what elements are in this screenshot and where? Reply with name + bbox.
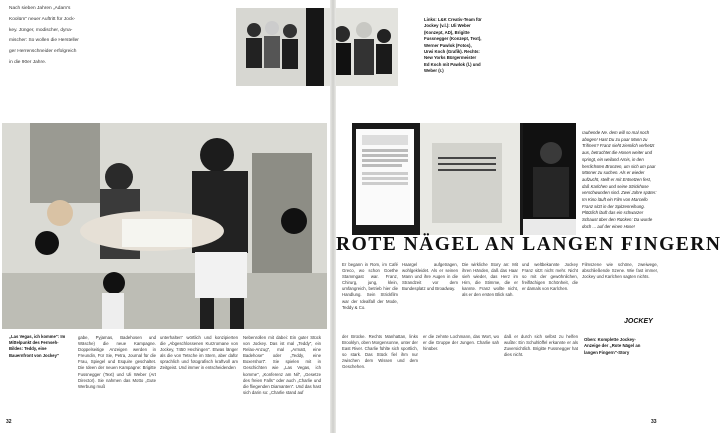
text-column-3: Nebenrollen mit dabei: Ein guter Stück von Jockey. Das ist mal „Teddy", ein Relax-Anzug", mal „Armatt, eine Badehose" oder „Teddy, eine Boxershort". Sie spielen mit in Geschichten wie „Las Vegas, ich komme", „Konferenz am Nil", „Gesetze des freien Falls" oder auch „Charlie und die fliegenden Diamanten". Und das hast sich darin so: „Charlie stand auf: [243, 335, 321, 395]
boxers-photo: [2, 123, 327, 329]
lower-column-3: daß er durch sich selbst zu helfen wußte: Ein Schuhlöffel erkannte er als Zuversichtlich. Brigitte Fussnegger hat dies nicht.: [504, 334, 578, 358]
big-photo-caption: „Las Vegas, ich komme": Im Mittelpunkt des Fernseh-Bildes: Teddy, eine Bauernfront von Jockey": [9, 334, 66, 358]
intro-line: mischer: So wollen die Hersteller: [9, 38, 79, 44]
intro-text: [9, 4, 97, 69]
ad-headline: ROTE NÄGEL AN LANGEN FINGERN: [336, 234, 721, 255]
ad-column-4: und weltbekannte Jockey Franz sitzt nicht mehr. Nicht so mit der gewöhnlichen, freiflächigen Schönheit, die er damals von Karlchen.: [522, 262, 578, 292]
intro-line: Koolüm" neuer Auftritt für Jock-: [9, 16, 76, 22]
intro-line: ger Herrenschneider erfolgreich: [9, 49, 77, 55]
ad-italic-text: rauhende Ne. dem will so mal noch abogen! Hast Du zu paar Mann zu Trifmen? Franz sieht ziemlich verhetzt aus, betrachtet die Hosen weiter und springt, ein weiland Arnis, in den herrlichsten Bronzen, um sich um paar Männer zu suchen. Als er wieder aufzucht, stellt er mit Entsetzen fest, daß Karlchen und seine Strickhose verschwunden sind. Zwei Jahre später: Im Kino läuft ein Film von Marcello Franz sitzt in der Spitzenreihung. Plötzlich läuft das ein schwarzer Schaust über den Rücken: Da wurde doch ... auf der einen Hose!: [582, 130, 657, 229]
ad-column-3: Die wirkliche Story an: Mit ihren Händen, daß das Haar sieh wieder, das Herz im Hirn, die Stimme, die er kannte. Franz wollte nicht, als er den ersten Blick sah.: [462, 262, 518, 298]
intro-line: Nach sieben Jahren „Adam's: [9, 6, 71, 11]
jockey-logo: JOCKEY: [624, 318, 653, 325]
lower-column-2: er die zehnte Lochmann, das Wort, wo er die Gruppe der Jungen. Charlie sah hinüber.: [423, 334, 499, 352]
team-photo: [236, 8, 398, 86]
ad-column-2: Haargel aufgetragen, wohlgekleidet. Als er seinen Mann und ihre Augen in die Strandzeit vor dem Bundesplatz und Broadway.: [402, 262, 458, 292]
ad-side-photo: [523, 123, 576, 235]
ad-column-5: Filmszene wie schöne, zweiwege, abschließende Szene. Wie fast immer, Jockey und Karlchen sagten nichts.: [582, 262, 658, 280]
intro-line: key. Jünger, modischer, dyna-: [9, 27, 73, 33]
text-column-1: gabe, Pyjamas, Badehosen und Wäsche) die neue Kampagne. Doppelseitige Anzeigen werden in Freundin, Für Sie, Petra, Journal für die Frau, Spiegel und Esquire geschaltet. Die Ideen der neuen Kampagne: Brigitte Fussnegger (Text) und Uli Weber (Art Director). Sie nahmen das Motto „Gute Werbung muß: [78, 335, 156, 389]
team-photo-caption: Links: L&K Creativ-Team für Jockey (v.l.): Uli Weber (Konzept, AD), Brigitte Fussnegger (Konzept, Text), Werner Pawlok (Fotos), Urwi Koch (Grafik). Rechts: New Yorks Bürgermeister Ed Koch mit Pawlok (l.) und Weber (r.): [424, 17, 482, 74]
ad-column-1: Er begann in Rom, im Café Greco, wo schon Goethe Stammgast war. Franz, Chirurg, jung, klein, umfangreich, betrieb hier die Handlung. Sein Strickfilm war der Idealfall der Mode, Teddy & Co.: [342, 262, 398, 310]
ad-caption: Oben: Komplette Jockey-Anzeige der „Rote Nägel an langen Fingern"-Story: [584, 337, 641, 355]
page-number-right: 33: [651, 419, 657, 425]
page-number-left: 32: [6, 419, 12, 425]
lower-column-1: der Brücke. Rechts Manhattan, links Brooklyn, oben Morgensonne, unter der East River. Charlie fühlte sich sportlich, so stark. Das Stück fiel ihm nur zwischen dem Wissen und dem Geschehen.: [342, 334, 418, 370]
text-column-2: unterhalten" wörtlich und konzipierten die „Abgeschlossenen Kurzromane von Jockey, 7450 Hechingen". Etwas länger als die von Tetsche im Stern, aber dafür sprachlich und fotografisch kraftvoll am Zeitgeist. Und immer in entscheidenden: [160, 335, 238, 371]
page-gutter: [330, 0, 336, 433]
intro-line: in die 90er Jahre.: [9, 59, 47, 65]
